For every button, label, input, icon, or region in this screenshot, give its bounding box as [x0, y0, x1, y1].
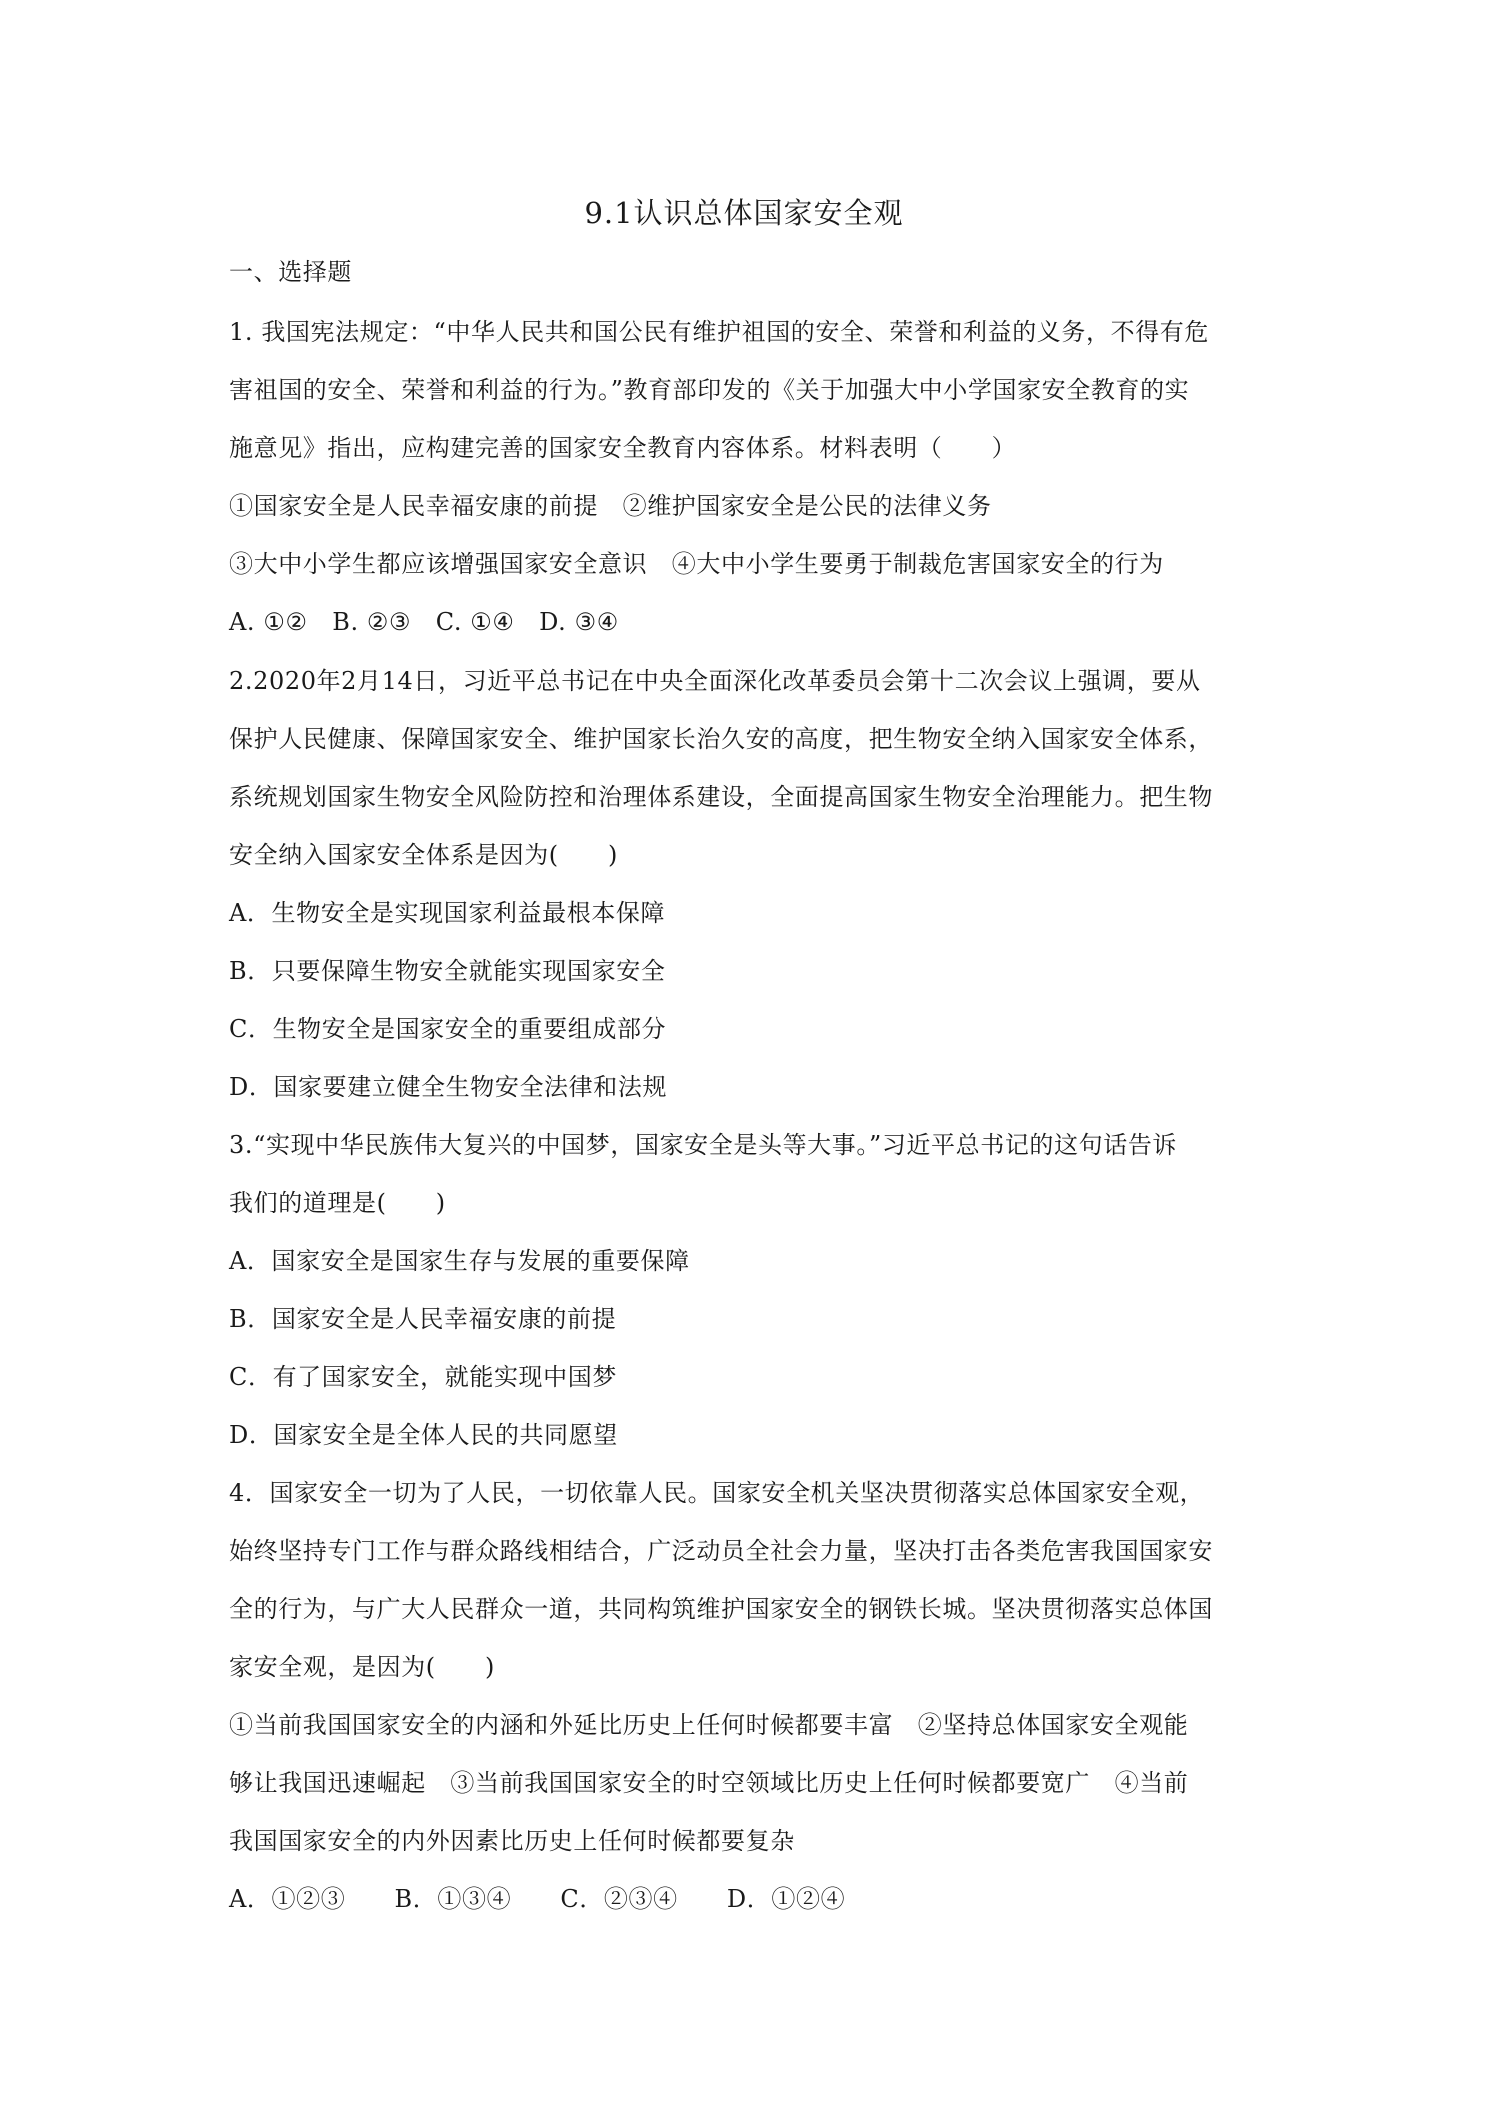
q1-statement-line-2: ③大中小学生都应该增强国家安全意识 ④大中小学生要勇于制裁危害国家安全的行为 [229, 550, 1164, 578]
q4-stem-line-3: 全的行为，与广大人民群众一道，共同构筑维护国家安全的钢铁长城。坚决贯彻落实总体国 [229, 1595, 1213, 1623]
q4-statement-line-3: 我国国家安全的内外因素比历史上任何时候都要复杂 [229, 1827, 795, 1855]
q3-stem-line-2: 我们的道理是( ) [229, 1189, 446, 1217]
q3-option-c: C．有了国家安全，就能实现中国梦 [229, 1363, 617, 1391]
q4-stem-line-4: 家安全观，是因为( ) [229, 1653, 495, 1681]
q1-stem-line-1: 1. 我国宪法规定：“中华人民共和国公民有维护祖国的安全、荣誉和利益的义务，不得有危 [229, 318, 1209, 346]
section-heading: 一、选择题 [229, 258, 352, 286]
q4-options: A．①②③ B．①③④ C．②③④ D．①②④ [229, 1885, 846, 1913]
q4-stem-line-2: 始终坚持专门工作与群众路线相结合，广泛动员全社会力量，坚决打击各类危害我国国家安 [229, 1537, 1213, 1565]
q2-stem-line-2: 保护人民健康、保障国家安全、维护国家长治久安的高度，把生物安全纳入国家安全体系， [229, 725, 1213, 753]
q1-stem-line-2: 害祖国的安全、荣誉和利益的行为。”教育部印发的《关于加强大中小学国家安全教育的实 [229, 376, 1190, 404]
q2-option-a: A．生物安全是实现国家利益最根本保障 [229, 899, 666, 927]
q2-option-c: C．生物安全是国家安全的重要组成部分 [229, 1015, 667, 1043]
q3-stem-line-1: 3.“实现中华民族伟大复兴的中国梦，国家安全是头等大事。”习近平总书记的这句话告诉 [229, 1131, 1178, 1159]
q3-option-b: B．国家安全是人民幸福安康的前提 [229, 1305, 617, 1333]
q3-option-d: D．国家安全是全体人民的共同愿望 [229, 1421, 618, 1449]
q2-stem-line-3: 系统规划国家生物安全风险防控和治理体系建设，全面提高国家生物安全治理能力。把生物 [229, 783, 1213, 811]
q2-option-b: B．只要保障生物安全就能实现国家安全 [229, 957, 666, 985]
q4-stem-line-1: 4．国家安全一切为了人民，一切依靠人民。国家安全机关坚决贯彻落实总体国家安全观， [229, 1479, 1205, 1507]
q1-statement-line-1: ①国家安全是人民幸福安康的前提 ②维护国家安全是公民的法律义务 [229, 492, 992, 520]
q2-stem-line-4: 安全纳入国家安全体系是因为( ) [229, 841, 618, 869]
q2-option-d: D．国家要建立健全生物安全法律和法规 [229, 1073, 668, 1101]
q4-statement-line-2: 够让我国迅速崛起 ③当前我国国家安全的时空领域比历史上任何时候都要宽广 ④当前 [229, 1769, 1189, 1797]
q1-stem-line-3: 施意见》指出，应构建完善的国家安全教育内容体系。材料表明（ ） [229, 434, 1017, 462]
q1-options: A. ①② B. ②③ C. ①④ D. ③④ [229, 608, 619, 636]
document-title: 9.1认识总体国家安全观 [584, 196, 904, 230]
q4-statement-line-1: ①当前我国国家安全的内涵和外延比历史上任何时候都要丰富 ②坚持总体国家安全观能 [229, 1711, 1189, 1739]
q2-stem-line-1: 2.2020年2月14日，习近平总书记在中央全面深化改革委员会第十二次会议上强调，要从 [229, 667, 1201, 695]
q3-option-a: A．国家安全是国家生存与发展的重要保障 [229, 1247, 690, 1275]
